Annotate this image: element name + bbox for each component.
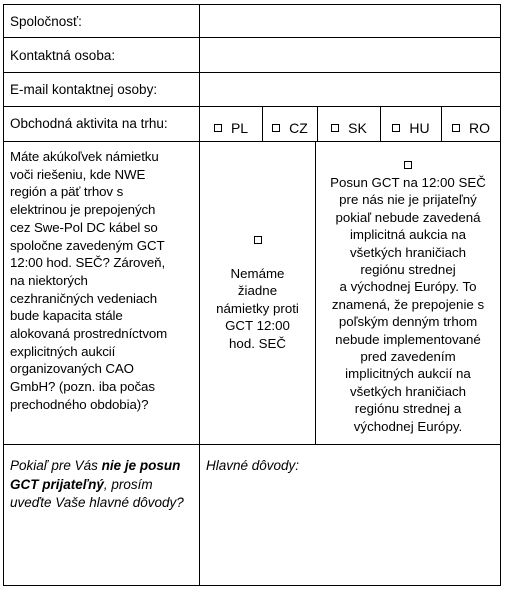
market-label: HU (409, 119, 430, 136)
checkbox-icon[interactable] (392, 124, 400, 132)
checkbox-icon[interactable] (272, 124, 280, 132)
checkbox-icon[interactable] (254, 236, 262, 244)
reasons-prompt: Pokiaľ pre Vás nie je posun GCT prijateľný, prosím uveďte Vaše hlavné dôvody? (10, 458, 184, 510)
company-label: Spoločnosť: (10, 14, 82, 29)
checkbox-icon[interactable] (452, 124, 460, 132)
option-no-objection[interactable] (200, 231, 315, 352)
checkbox-icon[interactable] (214, 124, 222, 132)
option-no-objection-label: Nemáme žiadne námietky proti GCT 12:00 hod. SEČ (216, 266, 299, 351)
contact-person-label: Kontaktná osoba: (10, 48, 116, 63)
checkbox-icon[interactable] (331, 124, 339, 132)
main-reasons-label: Hlavné dôvody: (206, 458, 300, 473)
row-divider (4, 141, 500, 142)
row-divider (4, 106, 500, 107)
contact-person-field[interactable] (200, 38, 500, 72)
market-option-cz[interactable] (263, 114, 317, 141)
market-label: CZ (289, 119, 308, 136)
checkbox-icon[interactable] (404, 161, 412, 169)
trade-activity-label: Obchodná aktivita na trhu: (10, 116, 168, 131)
option-objection[interactable] (316, 156, 500, 435)
survey-form (3, 4, 501, 586)
market-label: RO (469, 119, 490, 136)
contact-email-label: E-mail kontaktnej osoby: (10, 82, 158, 97)
market-label: PL (230, 119, 249, 136)
market-option-pl[interactable] (200, 114, 262, 141)
gct-question: Máte akúkoľvek námietku voči riešeniu, kde NWE región a päť trhov s elektrinou je prepojených cez Swe-Pol DC kábel so spoločne zavedeným GCT 12:00 hod. SEČ? Zároveň, na niektorých cezhraničných vedeniach bude kapacita stále alokovaná prostredníctvom explicitných aukcií organizovaných CAO GmbH? (pozn. iba počas prechodného obdobia)? (10, 149, 168, 412)
market-option-sk[interactable] (318, 114, 380, 141)
option-objection-label: Posun GCT na 12:00 SEČ pre nás nie je prijateľný pokiaľ nebude zavedená implicitná aukcia na všetkých hraničiach regiónu strednej a východnej Európy. To znamená, že prepojenie s poľským denným trhom nebude implementované pred zavedením implicitných aukcií na všetkých hraničiach regiónu strednej a východnej Európy. (330, 175, 486, 434)
market-option-hu[interactable] (381, 114, 441, 141)
contact-email-field[interactable] (200, 73, 500, 106)
company-field[interactable] (200, 5, 500, 37)
market-label: SK (348, 119, 367, 136)
main-reasons-field[interactable] (200, 445, 500, 585)
market-option-ro[interactable] (442, 114, 500, 141)
